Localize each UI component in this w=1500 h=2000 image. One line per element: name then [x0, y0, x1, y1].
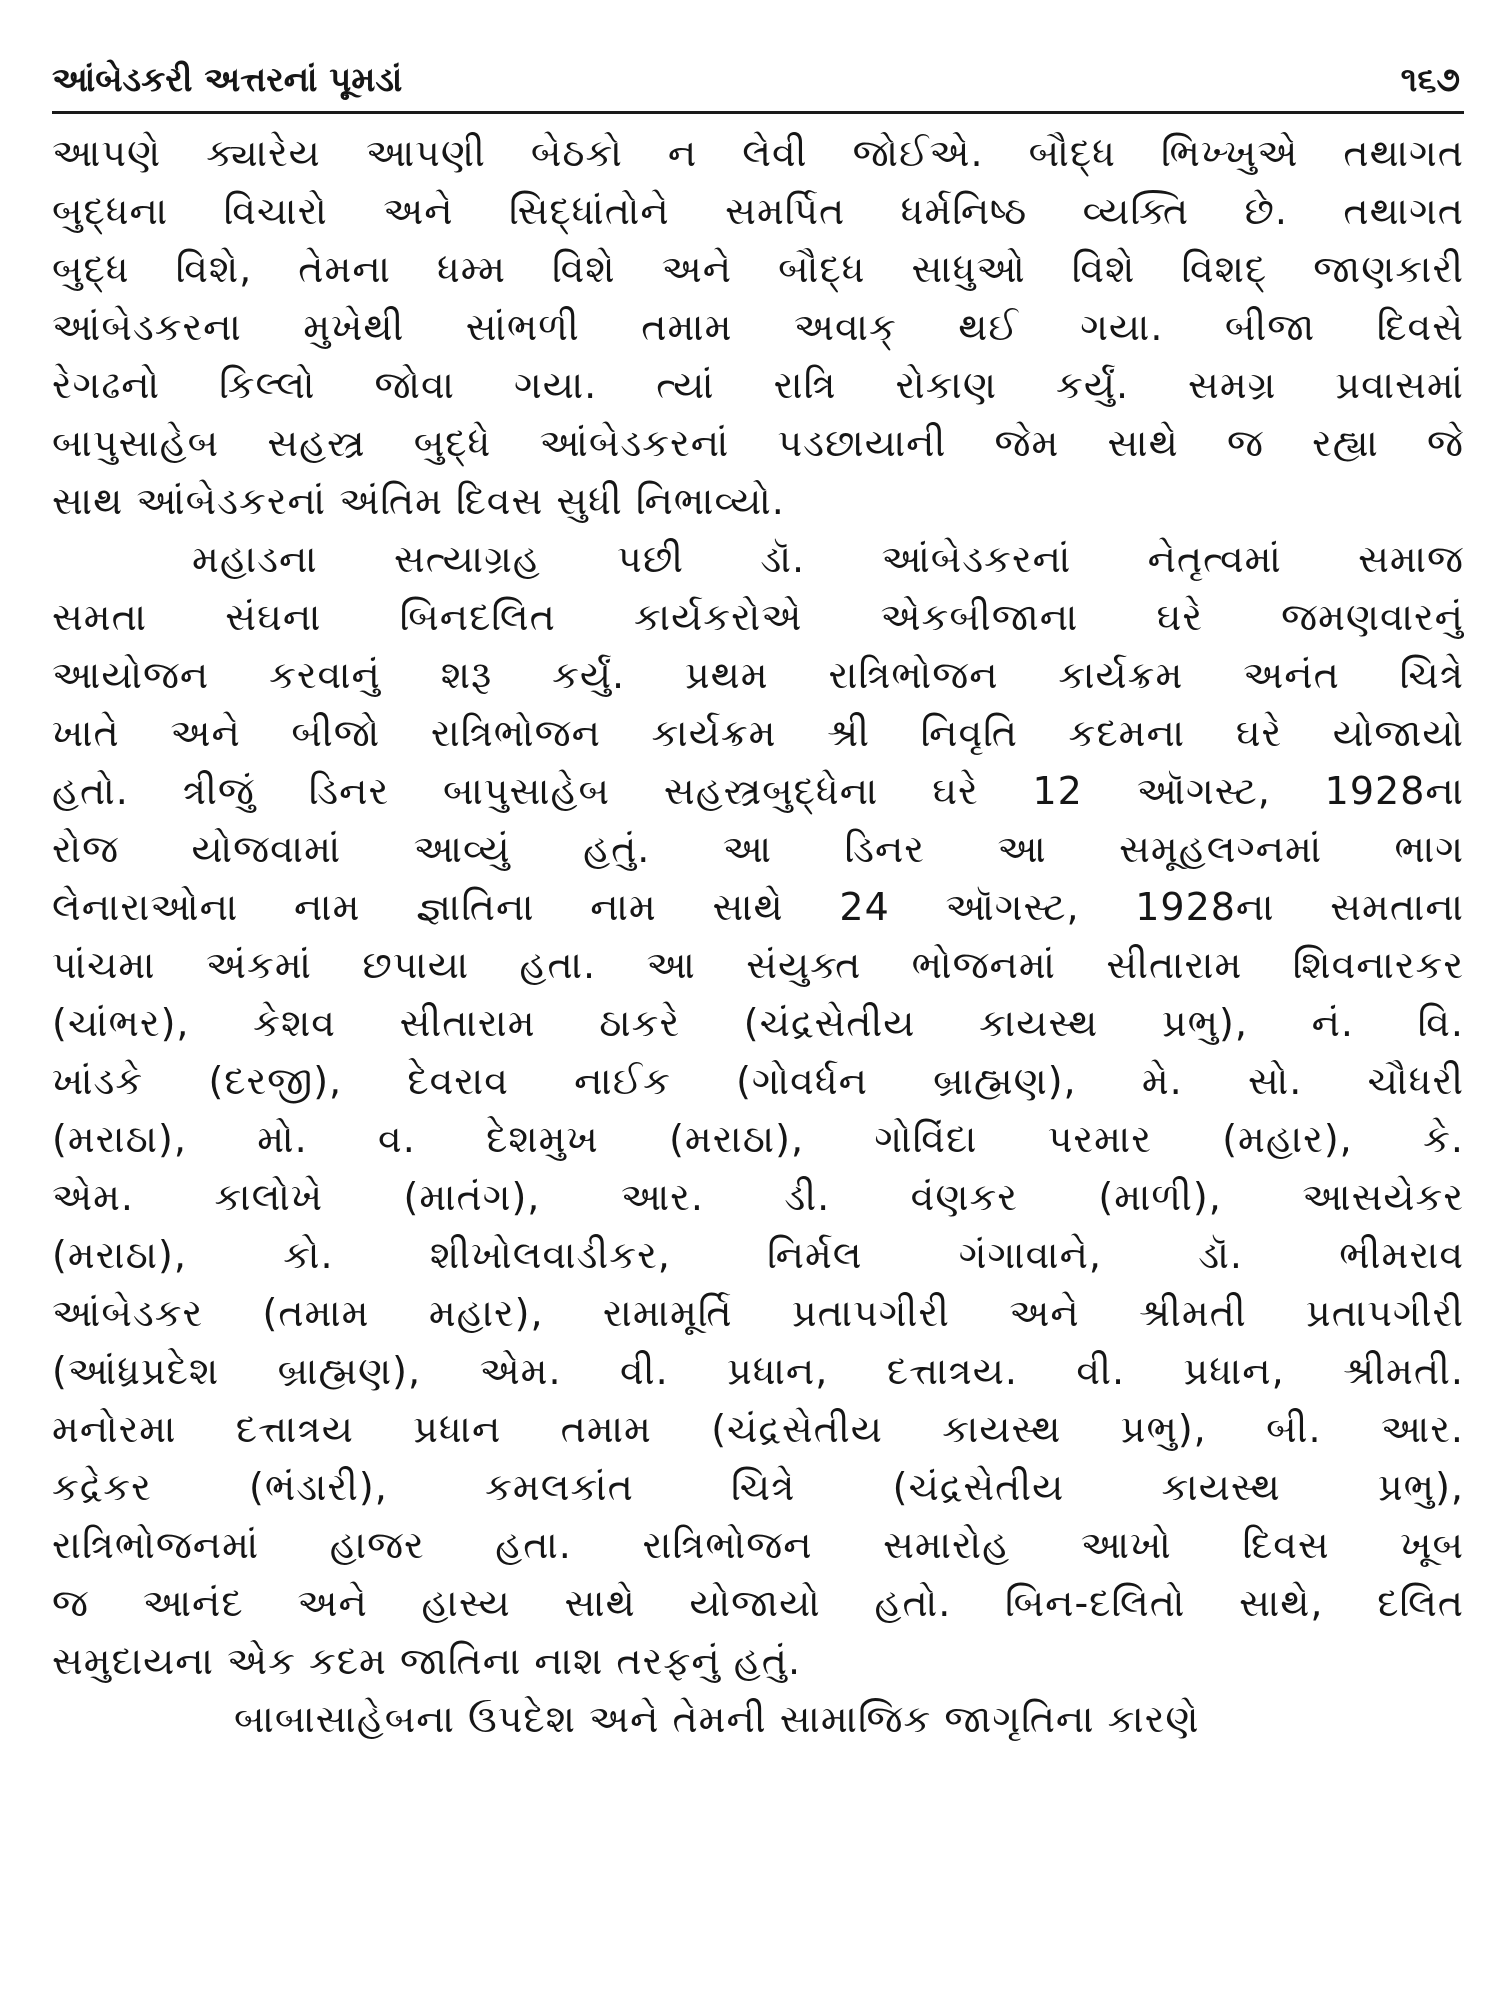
text-line: મનોરમા દત્તાત્રય પ્રધાન તમામ (ચંદ્રસેતીય કાયસ્થ પ્રભુ), બી. આર. [52, 1407, 1464, 1451]
text-line: જ આનંદ અને હાસ્ય સાથે યોજાયો હતો. બિન-દલિતો સાથે, દલિત [52, 1581, 1464, 1625]
text-line: ખાંડકે (દરજી), દેવરાવ નાઈક (ગોવર્ધન બ્રાહ્મણ), મે. સો. ચૌધરી [52, 1059, 1464, 1103]
text-line: બાપુસાહેબ સહસ્ત્ર બુદ્ધે આંબેડકરનાં પડછાયાની જેમ સાથે જ રહ્યા જે [52, 421, 1464, 465]
text-line: સમતા સંઘના બિનદલિત કાર્યકરોએ એકબીજાના ઘરે જમણવારનું [52, 595, 1464, 639]
text-line: એમ. કાલોખે (માતંગ), આર. ડી. વંણકર (માળી), આસયેકર [52, 1175, 1464, 1219]
text-line: (આંધ્રપ્રદેશ બ્રાહ્મણ), એમ. વી. પ્રધાન, દત્તાત્રય. વી. પ્રધાન, શ્રીમતી. [52, 1349, 1464, 1393]
text-line: આયોજન કરવાનું શરૂ કર્યું. પ્રથમ રાત્રિભોજન કાર્યક્રમ અનંત ચિત્રે [52, 653, 1464, 697]
text-line: બુદ્ધ વિશે, તેમના ધમ્મ વિશે અને બૌદ્ધ સાધુઓ વિશે વિશદ્ જાણકારી [52, 247, 1464, 291]
text-line: ખાતે અને બીજો રાત્રિભોજન કાર્યક્રમ શ્રી નિવૃતિ કદમના ઘરે યોજાયો [52, 711, 1464, 755]
page-number: ૧૬૭ [1400, 60, 1460, 100]
text-line: બાબાસાહેબના ઉપદેશ અને તેમની સામાજિક જાગૃતિના કારણે [234, 1697, 1200, 1741]
text-line: સમુદાયના એક કદમ જાતિના નાશ તરફનું હતું. [52, 1639, 802, 1683]
text-line: કદ્રેકર (ભંડારી), કમલકાંત ચિત્રે (ચંદ્રસેતીય કાયસ્થ પ્રભુ), [52, 1465, 1464, 1509]
body-text [52, 124, 1464, 1748]
text-line: લેનારાઓના નામ જ્ઞાતિના નામ સાથે 24 ઑગસ્ટ, 1928ના સમતાના [52, 885, 1464, 929]
text-line: બુદ્ધના વિચારો અને સિદ્ધાંતોને સમર્પિત ધર્મનિષ્ઠ વ્યક્તિ છે. તથાગત [52, 189, 1464, 233]
running-header [52, 52, 1464, 114]
text-line: (મરાઠા), કો. શીખોલવાડીકર, નિર્મલ ગંગાવાને, ડૉ. ભીમરાવ [52, 1233, 1464, 1277]
text-line: હતો. ત્રીજું ડિનર બાપુસાહેબ સહસ્ત્રબુદ્ધેના ઘરે 12 ઑગસ્ટ, 1928ના [52, 769, 1464, 813]
text-line: મહાડના સત્યાગ્રહ પછી ડૉ. આંબેડકરનાં નેતૃત્વમાં સમાજ [192, 537, 1464, 581]
text-line: રાત્રિભોજનમાં હાજર હતા. રાત્રિભોજન સમારોહ આખો દિવસ ખૂબ [52, 1523, 1464, 1567]
text-line: પાંચમા અંકમાં છપાયા હતા. આ સંયુક્ત ભોજનમાં સીતારામ શિવનારકર [52, 943, 1464, 987]
text-line: રેગઢનો કિલ્લો જોવા ગયા. ત્યાં રાત્રિ રોકાણ કર્યું. સમગ્ર પ્રવાસમાં [52, 363, 1464, 407]
text-line: આંબેડકર (તમામ મહાર), રામામૂર્તિ પ્રતાપગીરી અને શ્રીમતી પ્રતાપગીરી [52, 1291, 1464, 1335]
text-line: આંબેડકરના મુખેથી સાંભળી તમામ અવાક્ થઈ ગયા. બીજા દિવસે [52, 305, 1464, 349]
text-line: (મરાઠા), મો. વ. દેશમુખ (મરાઠા), ગોવિંદા પરમાર (મહાર), કે. [52, 1117, 1464, 1161]
text-line: આપણે ક્યારેય આપણી બેઠકો ન લેવી જોઈએ. બૌદ્ધ ભિખ્ખુએ તથાગત [52, 131, 1464, 175]
text-line: (ચાંભર), કેશવ સીતારામ ઠાકરે (ચંદ્રસેતીય કાયસ્થ પ્રભુ), નં. વિ. [52, 1001, 1464, 1045]
text-line: સાથ આંબેડકરનાં અંતિમ દિવસ સુધી નિભાવ્યો. [52, 479, 785, 523]
text-line: રોજ યોજવામાં આવ્યું હતું. આ ડિનર આ સમૂહલગ્નમાં ભાગ [52, 827, 1464, 871]
running-title: આંબેડકરી અત્તરનાં પૂમડાં [52, 60, 403, 100]
